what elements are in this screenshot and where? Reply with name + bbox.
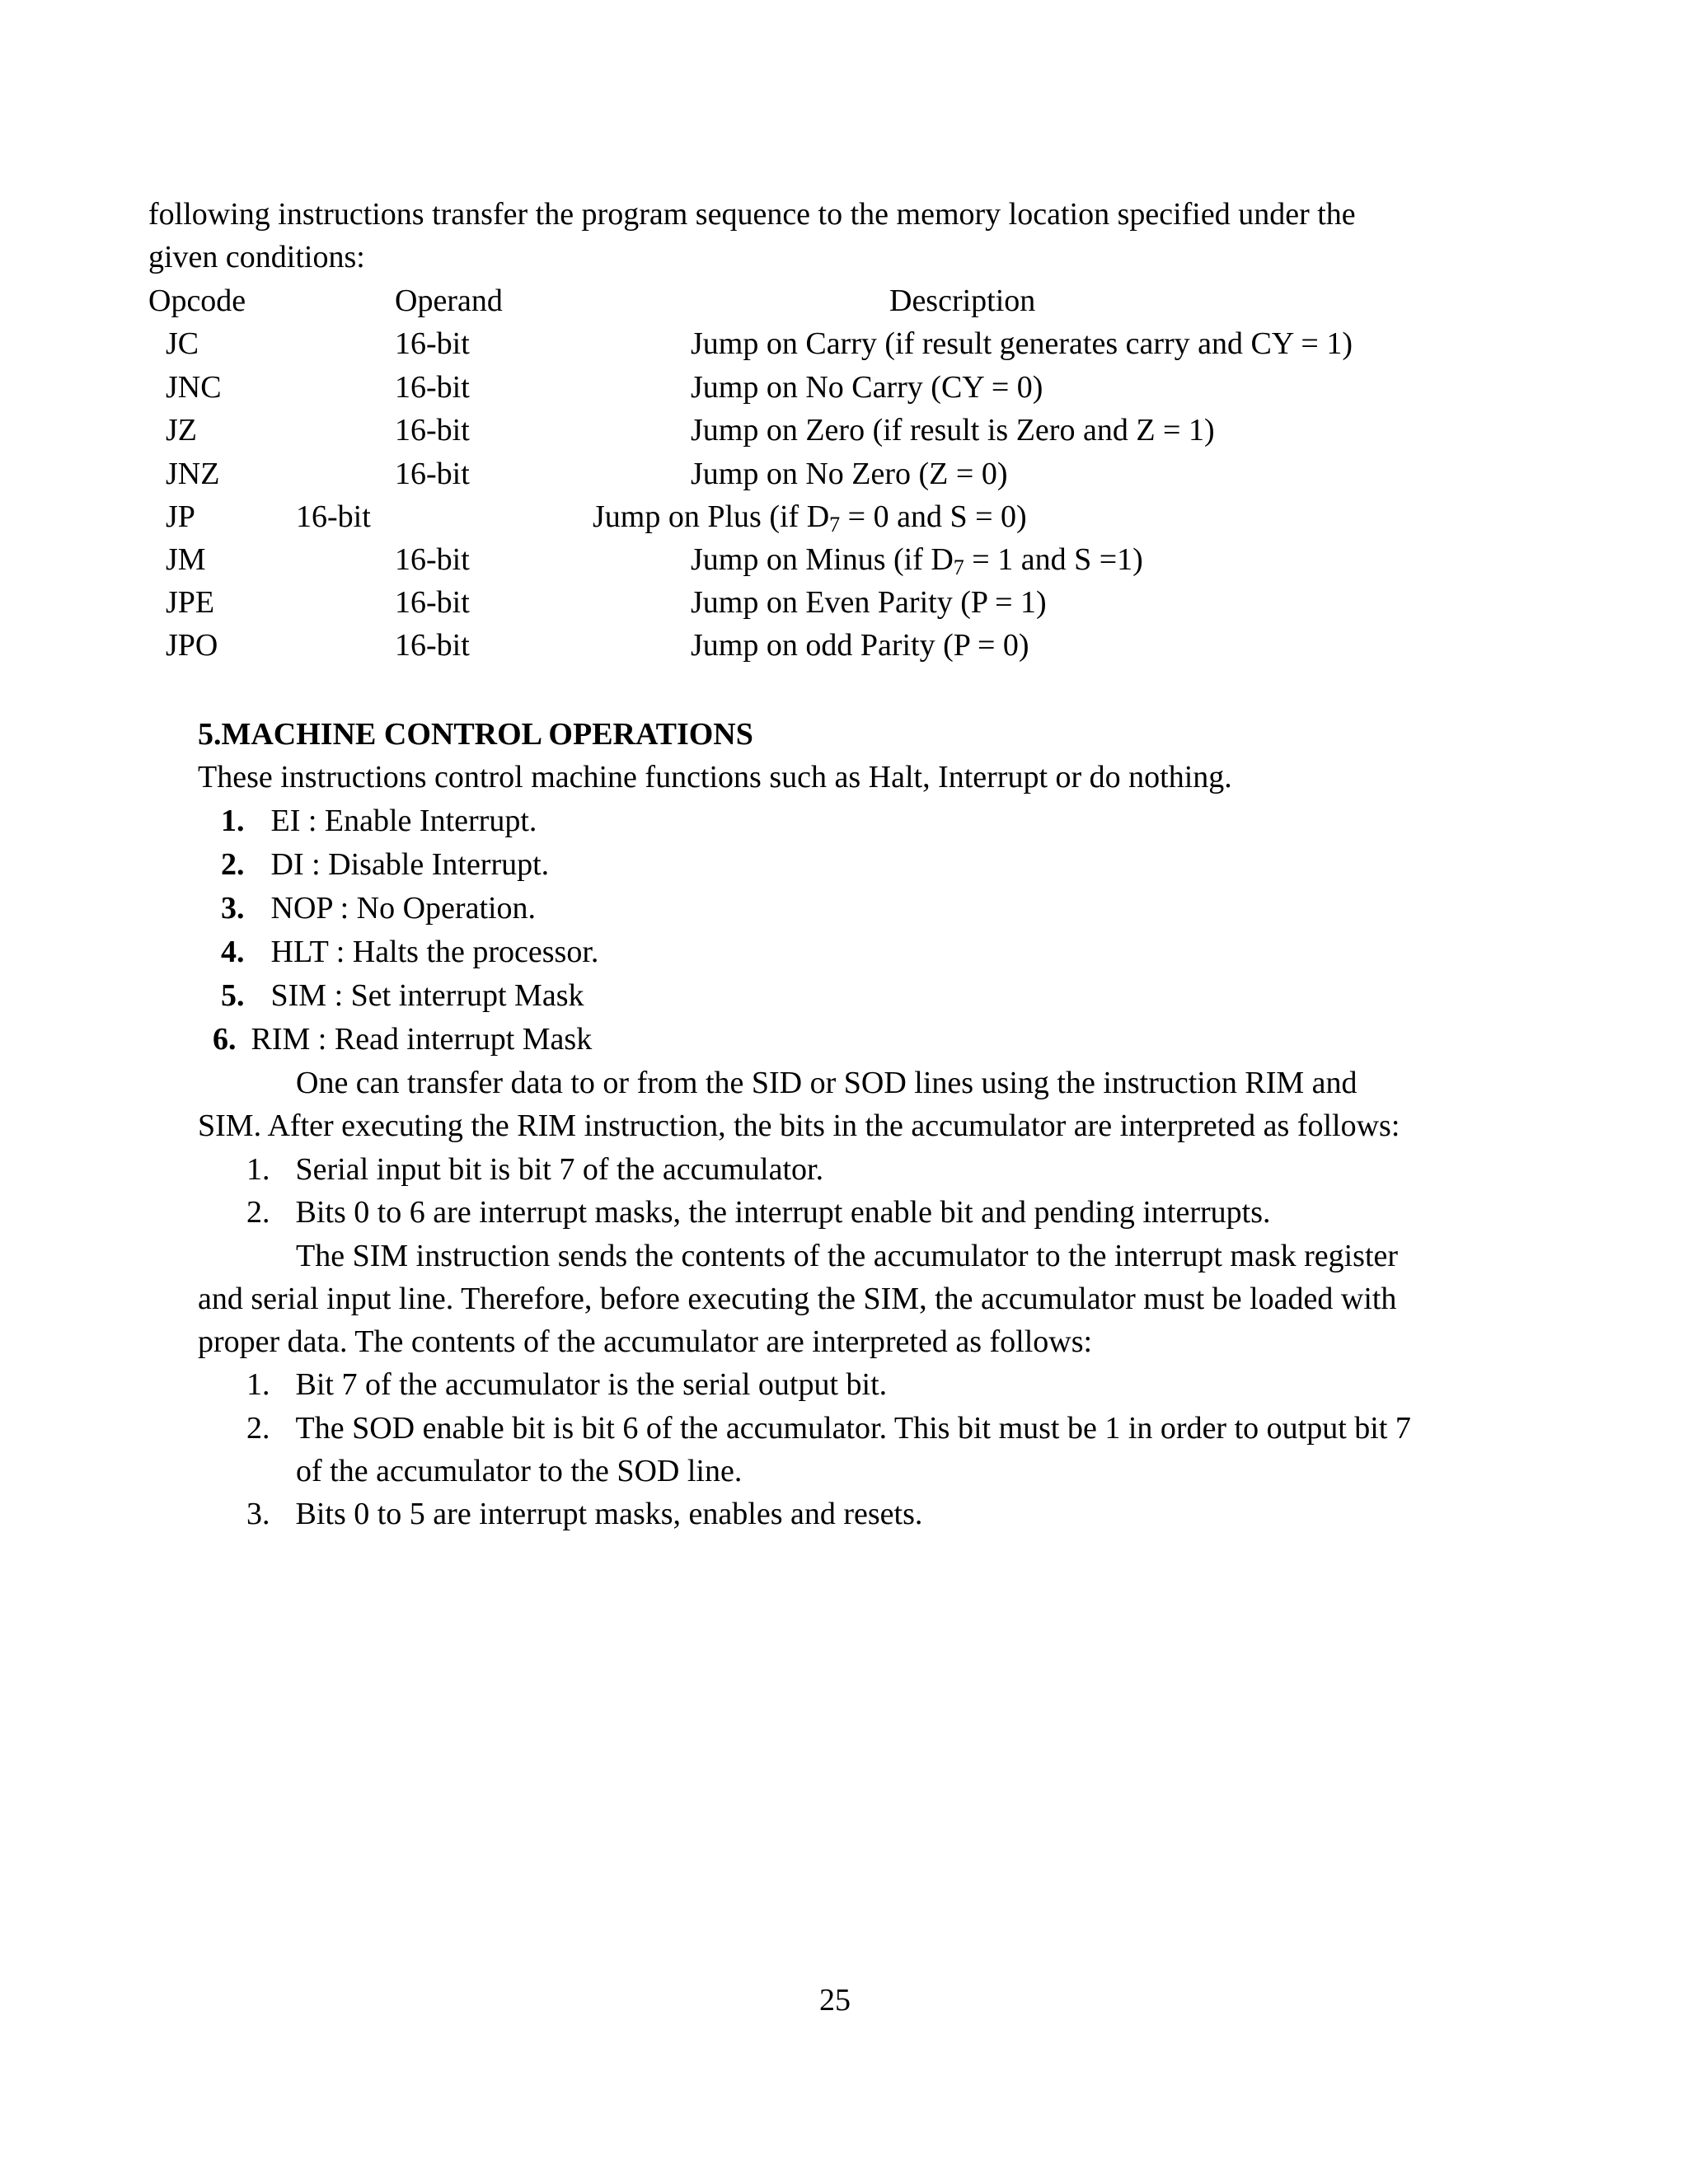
row-opcode: JNC (166, 370, 222, 405)
row-opcode: JPO (166, 628, 218, 663)
paragraph-line: One can transfer data to or from the SID or SOD lines using the instruction RIM and (296, 1066, 1357, 1100)
paragraph-line: The SIM instruction sends the contents of the accumulator to the interrupt mask register (296, 1239, 1399, 1273)
list-item: 6. RIM : Read interrupt Mask (213, 1022, 593, 1057)
paragraph-line: proper data. The contents of the accumulator are interpreted as follows: (198, 1324, 1093, 1359)
row-opcode: JPE (166, 585, 215, 620)
list-item: 1. EI : Enable Interrupt. (221, 804, 537, 838)
row-description: Jump on Even Parity (P = 1) (691, 585, 1047, 620)
list-item: 5. SIM : Set interrupt Mask (221, 978, 584, 1013)
row-description: Jump on No Carry (CY = 0) (691, 370, 1043, 405)
list-item: 4. HLT : Halts the processor. (221, 935, 599, 969)
header-operand: Operand (395, 284, 503, 318)
row-operand: 16-bit (395, 457, 470, 491)
row-opcode: JC (166, 326, 199, 361)
list-item: 2. The SOD enable bit is bit 6 of the accumulator. This bit must be 1 in order to output bit 7 (246, 1411, 1411, 1446)
paragraph-line: SIM. After executing the RIM instruction, the bits in the accumulator are interpreted as follows: (198, 1108, 1400, 1143)
row-opcode: JNZ (166, 457, 220, 491)
row-opcode: JM (166, 542, 206, 577)
section-heading: 5.MACHINE CONTROL OPERATIONS (198, 717, 753, 752)
list-item: 2. Bits 0 to 6 are interrupt masks, the interrupt enable bit and pending interrupts. (246, 1195, 1271, 1230)
row-description: Jump on Plus (if $D_7 = 0$ and S = 0) (593, 499, 1027, 537)
row-operand: 16-bit (395, 542, 470, 577)
row-opcode: JZ (166, 413, 197, 448)
row-operand: 16-bit (395, 413, 470, 448)
row-operand: 16-bit (395, 585, 470, 620)
intro-line-2: given conditions: (148, 240, 365, 274)
row-operand: 16-bit (395, 628, 470, 663)
row-description: Jump on Minus (if $D_7 = 1$ and S =1) (691, 542, 1143, 579)
list-item: 1. Bit 7 of the accumulator is the serial output bit. (246, 1367, 888, 1402)
header-description: Description (889, 284, 1036, 318)
row-description: Jump on Carry (if result generates carry and CY = 1) (691, 326, 1353, 361)
list-item-continuation: of the accumulator to the SOD line. (296, 1454, 743, 1488)
row-operand: 16-bit (296, 499, 371, 534)
page-number: 25 (819, 1983, 851, 2018)
list-item: 3. NOP : No Operation. (221, 891, 537, 926)
row-description: Jump on No Zero (Z = 0) (691, 457, 1008, 491)
list-item: 3. Bits 0 to 5 are interrupt masks, enables and resets. (246, 1497, 923, 1531)
row-description: Jump on odd Parity (P = 0) (691, 628, 1029, 663)
row-opcode: JP (166, 499, 195, 534)
row-operand: 16-bit (395, 326, 470, 361)
header-opcode: Opcode (148, 284, 246, 318)
section-intro: These instructions control machine functions such as Halt, Interrupt or do nothing. (198, 760, 1232, 794)
list-item: 1. Serial input bit is bit 7 of the accumulator. (246, 1152, 824, 1187)
row-description: Jump on Zero (if result is Zero and Z = 1) (691, 413, 1215, 448)
paragraph-line: and serial input line. Therefore, before executing the SIM, the accumulator must be loaded with (198, 1282, 1397, 1316)
list-item: 2. DI : Disable Interrupt. (221, 847, 550, 882)
row-operand: 16-bit (395, 370, 470, 405)
intro-line-1: following instructions transfer the program sequence to the memory location specified under the (148, 197, 1356, 232)
